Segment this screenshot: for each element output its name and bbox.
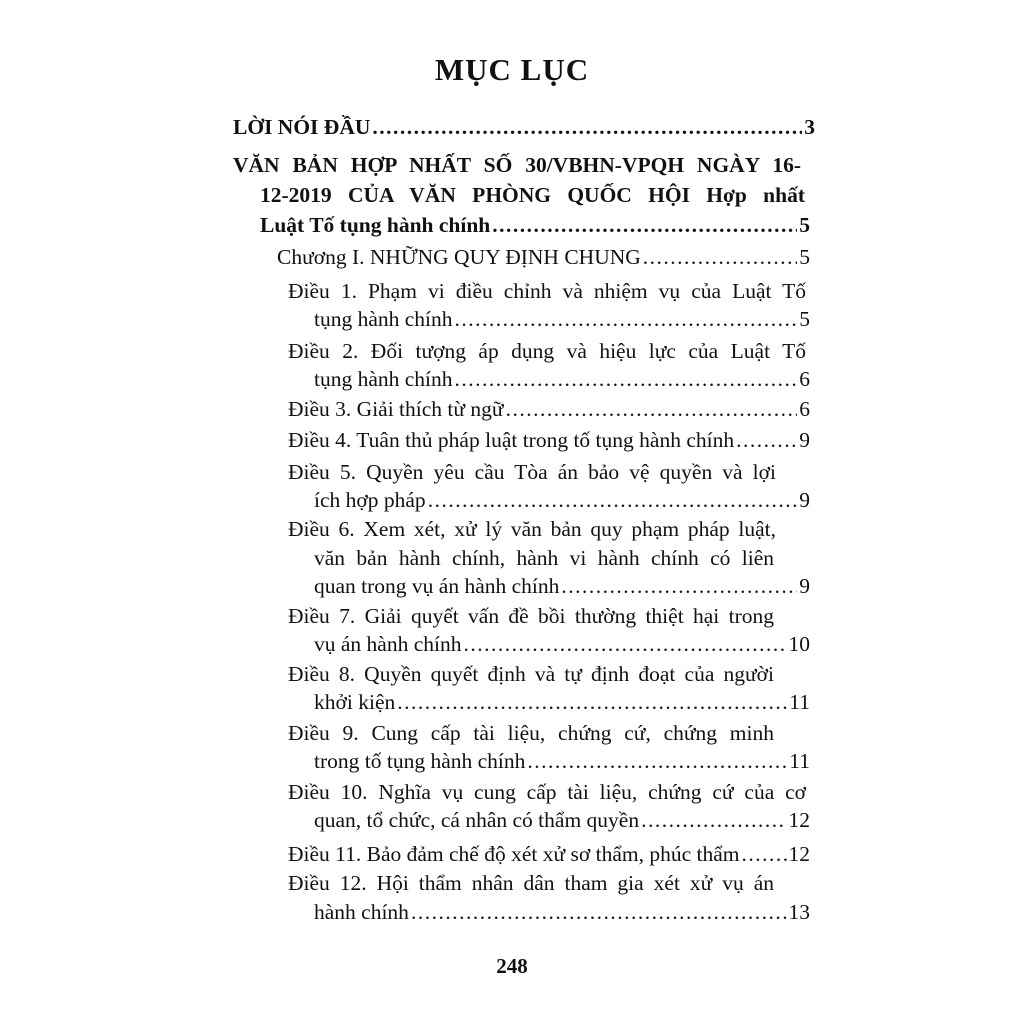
toc-page-number: 12	[788, 808, 810, 832]
toc-entry-text: vụ án hành chính	[314, 632, 462, 656]
dot-leader	[736, 425, 797, 455]
toc-entry-dieu-8-line-2	[314, 687, 810, 717]
toc-page-number: 5	[799, 307, 810, 331]
dot-leader	[397, 687, 787, 717]
toc-entry-text: Điều 8. Quyền quyết định và tự định đoạt của người	[288, 662, 774, 686]
toc-page-number: 9	[799, 488, 810, 512]
toc-entry-text: trong tố tụng hành chính	[314, 749, 526, 773]
toc-page-number: 12	[788, 842, 810, 866]
toc-entry-dieu-6-line-2	[314, 543, 774, 573]
toc-entry-text: 12-2019 CỦA VĂN PHÒNG QUỐC HỘI Hợp nhất	[260, 183, 805, 207]
dot-leader	[643, 242, 797, 272]
toc-entry-text: hành chính	[314, 900, 409, 924]
toc-entry-dieu-11	[288, 839, 810, 869]
page-number-footer: 248	[496, 954, 528, 978]
dot-leader	[372, 112, 802, 142]
toc-entry-text: Điều 4. Tuân thủ pháp luật trong tố tụng hành chính	[288, 428, 735, 452]
toc-entry-dieu-6-line-3	[314, 571, 810, 601]
toc-entry-dieu-12-line-1	[288, 868, 774, 898]
toc-entry-text: LỜI NÓI ĐẦU	[233, 115, 371, 139]
toc-entry-loi-noi-dau	[233, 112, 815, 142]
toc-entry-dieu-4	[288, 425, 810, 455]
toc-entry-dieu-2-line-1	[288, 336, 806, 366]
toc-page-number: 9	[799, 428, 810, 452]
toc-page-number: 5	[799, 213, 810, 237]
toc-page-number: 10	[788, 632, 810, 656]
toc-entry-dieu-1-line-1	[288, 276, 806, 306]
dot-leader	[411, 897, 787, 927]
toc-entry-dieu-9-line-2	[314, 746, 810, 776]
toc-entry-text: VĂN BẢN HỢP NHẤT SỐ 30/VBHN-VPQH NGÀY 16-	[233, 153, 801, 177]
toc-page-number: 6	[799, 397, 810, 421]
toc-entry-text: khởi kiện	[314, 690, 396, 714]
toc-entry-van-ban-line-2	[260, 180, 805, 210]
toc-entry-van-ban-line-1	[233, 150, 801, 180]
toc-entry-dieu-6-line-1	[288, 514, 776, 544]
toc-entry-text: Điều 6. Xem xét, xử lý văn bản quy phạm pháp luật,	[288, 517, 776, 541]
toc-entry-text: Điều 9. Cung cấp tài liệu, chứng cứ, chứng minh	[288, 721, 774, 745]
toc-page-number: 11	[789, 690, 810, 714]
toc-entry-text: Điều 11. Bảo đảm chế độ xét xử sơ thẩm, phúc thẩm	[288, 842, 740, 866]
toc-entry-dieu-7-line-1	[288, 601, 774, 631]
toc-entry-dieu-9-line-1	[288, 718, 774, 748]
toc-entry-text: tụng hành chính	[314, 307, 453, 331]
dot-leader	[742, 839, 787, 869]
toc-entry-text: quan, tổ chức, cá nhân có thẩm quyền	[314, 808, 640, 832]
toc-entry-text: Điều 10. Nghĩa vụ cung cấp tài liệu, chứng cứ của cơ	[288, 780, 806, 804]
toc-page-number: 11	[789, 749, 810, 773]
toc-entry-text: Điều 3. Giải thích từ ngữ	[288, 397, 504, 421]
dot-leader	[492, 210, 797, 240]
toc-entry-dieu-12-line-2	[314, 897, 810, 927]
toc-entry-dieu-8-line-1	[288, 659, 774, 689]
toc-entry-dieu-5-line-2	[314, 485, 810, 515]
toc-entry-dieu-7-line-2	[314, 629, 810, 659]
toc-page-number: 9	[799, 574, 810, 598]
toc-entry-text: Điều 12. Hội thẩm nhân dân tham gia xét xử vụ án	[288, 871, 774, 895]
dot-leader	[561, 571, 797, 601]
toc-entry-text: Điều 1. Phạm vi điều chỉnh và nhiệm vụ của Luật Tố	[288, 279, 806, 303]
toc-entry-text: Điều 5. Quyền yêu cầu Tòa án bảo vệ quyền và lợi	[288, 460, 776, 484]
toc-entry-dieu-2-line-2	[314, 364, 810, 394]
toc-entry-dieu-1-line-2	[314, 304, 810, 334]
toc-entry-dieu-10-line-1	[288, 777, 806, 807]
toc-entry-van-ban-line-3	[260, 210, 810, 240]
toc-entry-text: Chương I. NHỮNG QUY ĐỊNH CHUNG	[277, 245, 641, 269]
toc-entry-text: Điều 7. Giải quyết vấn đề bồi thường thiệt hại trong	[288, 604, 774, 628]
toc-page-number: 3	[804, 115, 815, 139]
dot-leader	[428, 485, 798, 515]
dot-leader	[455, 304, 798, 334]
toc-entry-text: quan trong vụ án hành chính	[314, 574, 560, 598]
toc-entry-text: Luật Tố tụng hành chính	[260, 213, 491, 237]
dot-leader	[641, 805, 786, 835]
toc-page-number: 5	[799, 245, 810, 269]
toc-entry-text: Điều 2. Đối tượng áp dụng và hiệu lực của Luật Tố	[288, 339, 806, 363]
dot-leader	[463, 629, 786, 659]
toc-entry-chuong-1	[277, 242, 810, 272]
dot-leader	[527, 746, 787, 776]
dot-leader	[506, 394, 798, 424]
page-title: MỤC LỤC	[434, 52, 590, 87]
toc-page-number: 13	[788, 900, 810, 924]
toc-entry-dieu-3	[288, 394, 810, 424]
toc-entry-text: văn bản hành chính, hành vi hành chính có liên	[314, 546, 774, 570]
toc-entry-text: ích hợp pháp	[314, 488, 426, 512]
toc-entry-text: tụng hành chính	[314, 367, 453, 391]
toc-entry-dieu-10-line-2	[314, 805, 810, 835]
toc-entry-dieu-5-line-1	[288, 457, 776, 487]
dot-leader	[455, 364, 798, 394]
toc-page-number: 6	[799, 367, 810, 391]
